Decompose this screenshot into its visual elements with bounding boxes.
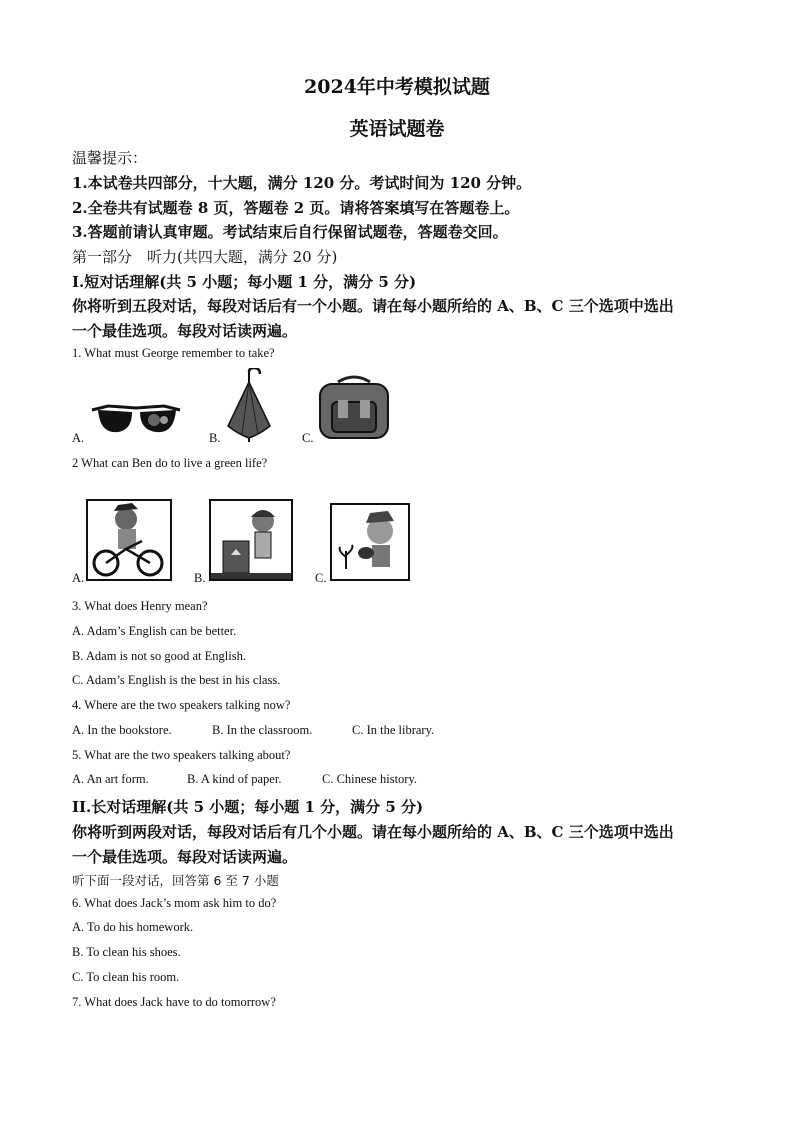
option-label-b: B. <box>194 571 206 585</box>
question-7: 7. What does Jack have to do tomorrow? <box>72 995 276 1009</box>
option-label-a: A. <box>72 571 85 585</box>
part1-heading: 第一部分 听力(共四大题，满分 20 分) <box>72 248 338 266</box>
question-6: 6. What does Jack’s mom ask him to do? <box>72 896 277 910</box>
boy-watering-plant-image <box>330 503 410 581</box>
option-b: B. Adam is not so good at English. <box>72 649 246 663</box>
section1-instruction: 你将听到五段对话，每段对话后有一个小题。请在每小题所给的 A、B、C 三个选项中选出 <box>72 297 674 315</box>
section2-instruction: 你将听到两段对话，每段对话后有几个小题。请在每小题所给的 A、B、C 三个选项中选出 <box>72 823 674 841</box>
option-c: C. In the library. <box>352 723 435 737</box>
option-b: B. To clean his shoes. <box>72 945 181 959</box>
section1-heading: I.短对话理解(共 5 小题；每小题 1 分，满分 5 分) <box>72 273 417 291</box>
section1-instruction: 一个最佳选项。每段对话读两遍。 <box>72 322 298 340</box>
umbrella-image <box>224 368 274 444</box>
option-a: A. To do his homework. <box>72 920 194 934</box>
sunglasses-image <box>88 396 184 442</box>
option-label-c: C. <box>315 571 327 585</box>
option-c: C. To clean his room. <box>72 970 180 984</box>
question-4: 4. Where are the two speakers talking now? <box>72 698 291 712</box>
option-label-b: B. <box>209 431 221 445</box>
section2-heading: II.长对话理解(共 5 小题；每小题 1 分，满分 5 分) <box>72 798 424 816</box>
option-label-a: A. <box>72 431 85 445</box>
girl-recycling-image <box>209 499 293 581</box>
section2-instruction: 一个最佳选项。每段对话读两遍。 <box>72 848 298 866</box>
exam-subtitle: 英语试题卷 <box>349 118 445 140</box>
notice-item: 1.本试卷共四部分，十大题，满分 120 分。考试时间为 120 分钟。 <box>72 174 532 192</box>
notice-heading: 温馨提示： <box>72 149 148 167</box>
notice-item: 2.全卷共有试题卷 8 页，答题卷 2 页。请将答案填写在答题卷上。 <box>72 199 520 217</box>
question-1: 1. What must George remember to take? <box>72 346 275 360</box>
notice-item: 3.答题前请认真审题。考试结束后自行保留试题卷，答题卷交回。 <box>72 223 508 241</box>
question-3: 3. What does Henry mean? <box>72 599 208 613</box>
option-a: A. Adam’s English can be better. <box>72 624 237 638</box>
question-2: 2 What can Ben do to live a green life? <box>72 456 268 470</box>
option-a: A. An art form. <box>72 772 149 786</box>
option-b: B. In the classroom. <box>212 723 313 737</box>
boy-riding-bike-image <box>86 499 172 581</box>
option-a: A. In the bookstore. <box>72 723 172 737</box>
option-b: B. A kind of paper. <box>187 772 282 786</box>
option-c: C. Chinese history. <box>322 772 418 786</box>
option-c: C. Adam’s English is the best in his class. <box>72 673 281 687</box>
question-5: 5. What are the two speakers talking about? <box>72 748 291 762</box>
section2-sub-instruction: 听下面一段对话，回答第 6 至 7 小题 <box>72 873 279 888</box>
exam-title: 2024年中考模拟试题 <box>304 76 490 98</box>
backpack-image <box>316 372 392 440</box>
option-label-c: C. <box>302 431 314 445</box>
